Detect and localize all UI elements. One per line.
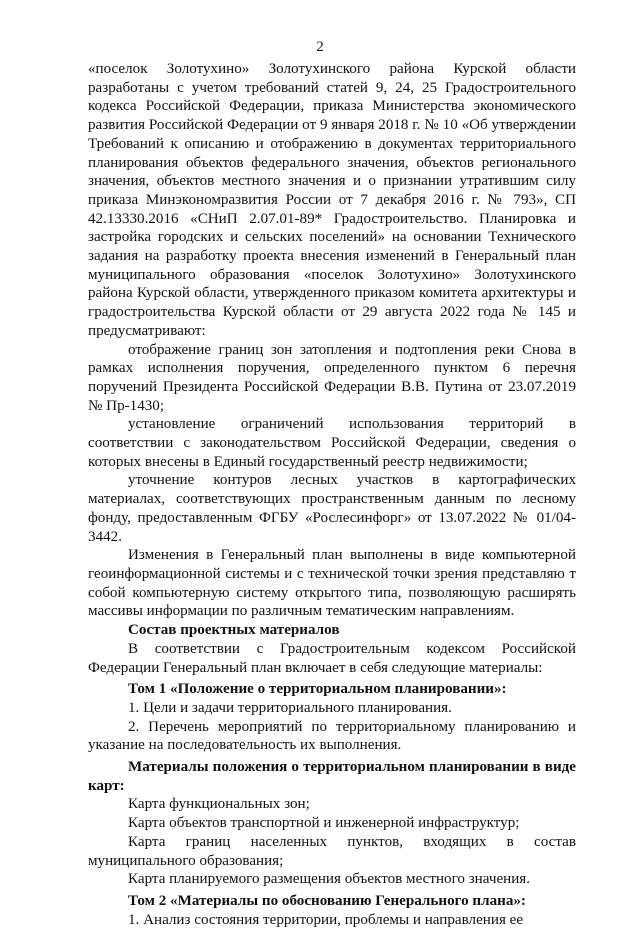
heading-map-materials: Материалы положения о территориальном планировании в виде карт: [88, 759, 576, 794]
map-item-local-objects: Карта планируемого размещения объектов местного значения. [128, 871, 531, 888]
paragraph-flood-zones: отображение границ зон затопления и подтопления реки Снова в рамках исполнения поручения, определенного пунктом 6 перечня поручений Президента Российской Федерации В.В. Путина от 23.07.2019 № Пр-1430; [88, 341, 576, 414]
list-item-measures: 2. Перечень мероприятий по территориальному планированию и указание на последовательность их выполнения. [88, 718, 576, 754]
heading-volume-2: Том 2 «Материалы по обоснованию Генерального плана»: [128, 892, 526, 909]
map-item-functional-zones: Карта функциональных зон; [128, 796, 310, 813]
map-item-infrastructure: Карта объектов транспортной и инженерной инфраструктур; [128, 815, 520, 832]
map-item-settlement-borders: Карта границ населенных пунктов, входящих в состав муниципального образования; [88, 833, 576, 869]
document-body [88, 60, 576, 929]
paragraph-composition: В соответствии с Градостроительным кодексом Российской Федерации Генеральный план включает в себя следующие материалы: [88, 640, 576, 676]
paragraph-forest-plots: уточнение контуров лесных участков в картографических материалах, соответствующих пространственным данным по лесному фонду, предоставленным ФГБУ «Рослесинфорг» от 13.07.2022 № 01/04-3442. [88, 472, 576, 545]
heading-volume-1: Том 1 «Положение о территориальном планировании»: [128, 681, 507, 698]
list-item-goals: 1. Цели и задачи территориального планирования. [128, 699, 452, 716]
list-item-analysis: 1. Анализ состояния территории, проблемы и направления ее [128, 911, 524, 928]
paragraph-restrictions: установление ограничений использования территорий в соответствии с законодательством Российской Федерации, сведения о которых внесены в Единый государственный реестр недвижимости; [88, 416, 576, 470]
paragraph-gis: Изменения в Генеральный план выполнены в виде компьютерной геоинформационной системы и с технической точки зрения представляю т собой компьютерную систему открытого типа, позволяющую расширять массивы информации по различным тематическим направлениям. [88, 547, 576, 620]
heading-project-materials: Состав проектных материалов [128, 622, 340, 639]
paragraph-intro: «поселок Золотухино» Золотухинского района Курской области разработаны с учетом требований статей 9, 24, 25 Градостроительного кодекса Российской Федерации, приказа Министерства экономического развития Российской Федерации от 9 января 2018 г. № 10 «Об утверждении Требований к описанию и отображению в документах территориального планирования объектов федерального значения, объектов регионального значения, объектов местного значения и о признании утратившим силу приказа Минэкономразвития России от 7 декабря 2016 г. № 793», СП 42.13330.2016 «СНиП 2.07.01-89* Градостроительство. Планировка и застройка городских и сельских поселений» на основании Технического задания на разработку проекта внесения изменений в Генеральный план муниципального образования «поселок Золотухино» Золотухинского района Курской области, утвержденного приказом комитета архитектуры и градостроительства Курской области от 29 августа 2022 года № 145 и предусматривают: [88, 61, 576, 339]
page-number: 2 [316, 39, 324, 55]
